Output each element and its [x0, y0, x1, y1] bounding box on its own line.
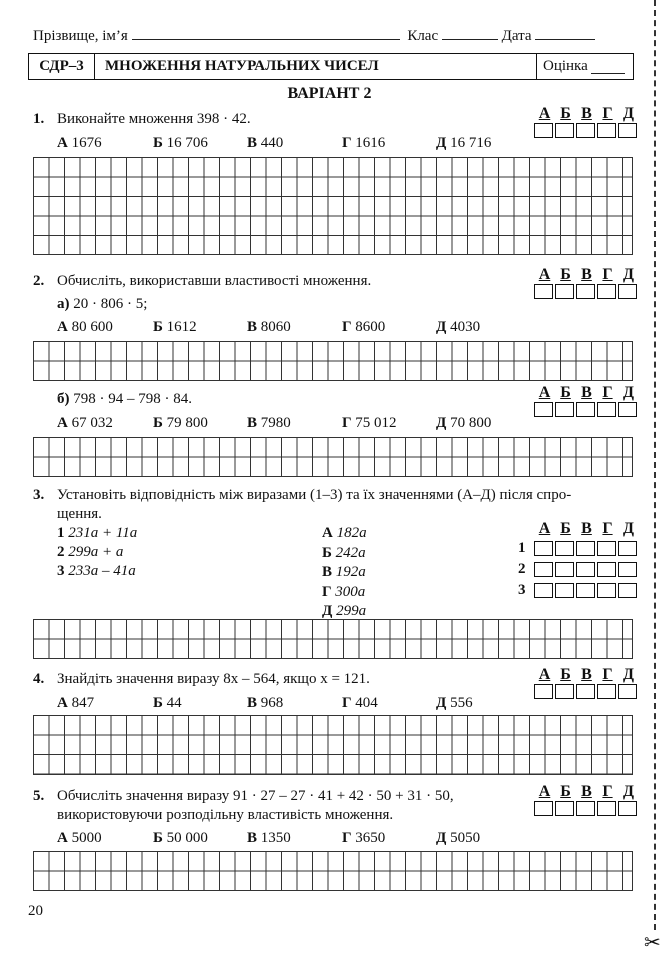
expression-2: 2 299a + a: [57, 544, 124, 560]
task-5-options: [33, 829, 533, 849]
class-label: Клас: [407, 28, 439, 44]
answer-letters: А Б В Г Д: [538, 783, 634, 800]
task-3-expressions: [57, 524, 137, 581]
task-text: Обчисліть, використавши властивості множення.: [57, 273, 372, 289]
option-g[interactable]: Г 1616: [342, 135, 386, 151]
date-label: Дата: [501, 28, 532, 44]
date-field[interactable]: [535, 26, 595, 40]
sub-label: а): [57, 296, 70, 312]
name-field[interactable]: [132, 26, 400, 40]
work-grid[interactable]: [33, 715, 633, 775]
option-v[interactable]: В 8060: [247, 319, 291, 335]
option-g[interactable]: Г 75 012: [342, 415, 397, 431]
option-g[interactable]: Г 3650: [342, 830, 386, 846]
answer-letters: А Б В Г Д: [538, 384, 634, 401]
option-v[interactable]: В 1350: [247, 830, 291, 846]
answer-row-1: 1: [518, 540, 639, 557]
task-4-options: [33, 694, 533, 714]
option-d[interactable]: Д 70 800: [436, 415, 492, 431]
answer-box-2a: [534, 266, 639, 299]
work-grid[interactable]: [33, 341, 633, 381]
task-2: [33, 272, 371, 291]
task-3-text-cont: щення.: [57, 506, 102, 522]
option-d[interactable]: Д 16 716: [436, 135, 492, 151]
answer-letters: А Б В Г Д: [538, 666, 634, 683]
expression-3: 3 233a – 41a: [57, 563, 136, 579]
answer-letters: А Б В Г Д: [538, 266, 634, 283]
sub-label: б): [57, 391, 70, 407]
task-number: 4.: [33, 671, 45, 687]
answer-box-4: [534, 666, 639, 699]
answer-box-2b: [534, 384, 639, 417]
class-field[interactable]: [442, 26, 498, 40]
value-a: А 182a: [322, 525, 367, 541]
task-number: 3.: [33, 487, 45, 503]
answer-row-3: 3: [518, 582, 639, 599]
option-b[interactable]: Б 1612: [153, 319, 197, 335]
option-v[interactable]: В 968: [247, 695, 284, 711]
task-text: Виконайте множення 398 · 42.: [57, 111, 251, 127]
option-d[interactable]: Д 556: [436, 695, 473, 711]
expression-1: 1 231a + 11a: [57, 525, 138, 541]
task-number: 1.: [33, 111, 45, 127]
answer-cells[interactable]: [534, 684, 639, 699]
work-code: СДР–3: [29, 54, 95, 79]
option-d[interactable]: Д 5050: [436, 830, 481, 846]
option-g[interactable]: Г 404: [342, 695, 378, 711]
grade-field[interactable]: [591, 60, 625, 74]
option-v[interactable]: В 440: [247, 135, 284, 151]
scissors-icon: ✂: [644, 932, 661, 954]
task-4: [33, 670, 370, 689]
option-d[interactable]: Д 4030: [436, 319, 481, 335]
value-b: Б 242a: [322, 544, 366, 561]
task-2b-options: [33, 414, 533, 434]
task-5-text-cont: використовуючи розподільну властивість множення.: [57, 807, 394, 823]
task-number: 2.: [33, 273, 45, 289]
work-grid[interactable]: [33, 157, 633, 255]
answer-box-1: [534, 105, 639, 138]
option-a[interactable]: А 67 032: [57, 415, 113, 431]
grade-cell: [537, 54, 633, 79]
task-5: [33, 787, 523, 806]
task-text: Обчисліть значення виразу 91 · 27 – 27 · 41 + 42 · 50 + 31 · 50,: [57, 788, 454, 804]
option-v[interactable]: В 7980: [247, 415, 291, 431]
answer-cells[interactable]: [534, 284, 639, 299]
name-label: Прізвище, ім’я: [33, 28, 128, 44]
student-info-row: [33, 26, 633, 46]
answer-box-3: [518, 520, 639, 599]
option-a[interactable]: А 80 600: [57, 319, 113, 335]
task-text: Знайдіть значення виразу 8x – 564, якщо x = 121.: [57, 671, 370, 687]
work-grid[interactable]: [33, 437, 633, 477]
expression: 20 · 806 · 5;: [73, 296, 148, 312]
task-2b-expr: [57, 390, 192, 409]
option-a[interactable]: А 5000: [57, 830, 102, 846]
task-number: 5.: [33, 788, 45, 804]
page-number: 20: [28, 903, 43, 919]
option-g[interactable]: Г 8600: [342, 319, 386, 335]
answer-letters: А Б В Г Д: [538, 520, 634, 537]
task-3-values: [322, 524, 367, 622]
value-g: Г 300a: [322, 583, 366, 600]
cut-line: [654, 0, 656, 930]
topic-title: МНОЖЕННЯ НАТУРАЛЬНИХ ЧИСЕЛ: [95, 54, 537, 79]
answer-cells[interactable]: [534, 801, 639, 816]
answer-cells[interactable]: [534, 583, 639, 598]
option-b[interactable]: Б 16 706: [153, 135, 208, 151]
value-d: Д 299a: [322, 603, 367, 619]
work-grid[interactable]: [33, 851, 633, 891]
grade-label: Оцінка: [543, 58, 588, 74]
answer-cells[interactable]: [534, 402, 639, 417]
expression: 798 · 94 – 798 · 84.: [73, 391, 192, 407]
task-1-options: [33, 134, 533, 154]
option-a[interactable]: А 847: [57, 695, 95, 711]
answer-row-2: 2: [518, 561, 639, 578]
answer-cells[interactable]: [534, 562, 639, 577]
title-box: [28, 53, 634, 80]
option-b[interactable]: Б 44: [153, 695, 182, 711]
task-1: [33, 110, 251, 129]
answer-letters: А Б В Г Д: [538, 105, 634, 122]
task-2a-options: [33, 318, 533, 338]
task-2a-expr: [57, 295, 147, 314]
task-3: [33, 486, 633, 505]
option-b[interactable]: Б 79 800: [153, 415, 208, 431]
value-v: В 192a: [322, 564, 366, 580]
answer-cells[interactable]: [534, 123, 639, 138]
answer-cells[interactable]: [534, 541, 639, 556]
answer-box-5: [534, 783, 639, 816]
option-b[interactable]: Б 50 000: [153, 830, 208, 846]
task-text: Установіть відповідність між виразами (1–3) та їх значеннями (А–Д) після спро-: [57, 487, 572, 503]
work-grid[interactable]: [33, 619, 633, 659]
option-a[interactable]: А 1676: [57, 135, 102, 151]
variant-title: ВАРІАНТ 2: [287, 85, 372, 102]
